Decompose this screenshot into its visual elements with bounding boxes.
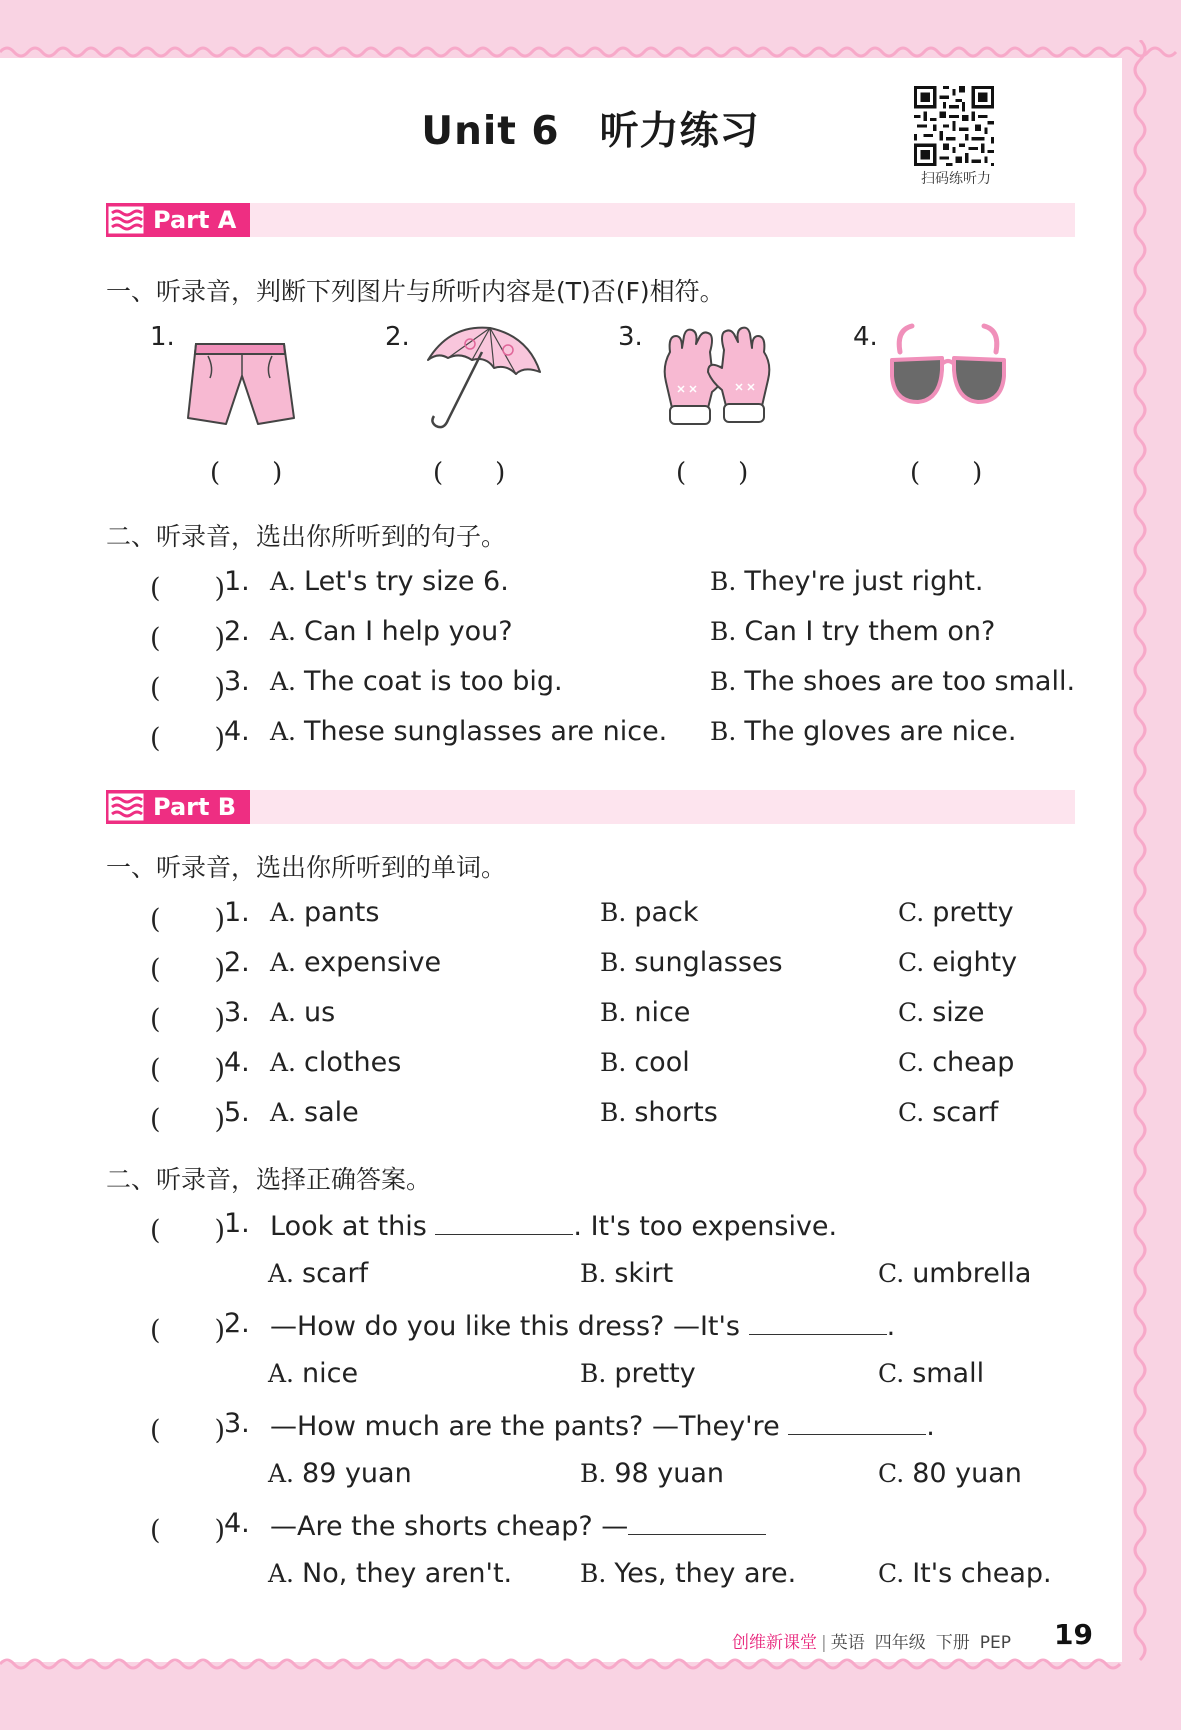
option-c[interactable]: C. umbrella bbox=[878, 1258, 1032, 1289]
word-question bbox=[150, 997, 1080, 1037]
part-b-section-1-heading: 一、听录音，选出你所听到的单词。 bbox=[106, 853, 507, 882]
bottom-wave-border bbox=[0, 1652, 1181, 1676]
answer-blank[interactable]: ( ) bbox=[150, 623, 226, 654]
option-b[interactable]: B. skirt bbox=[580, 1258, 674, 1289]
footer-separator: | bbox=[821, 1633, 827, 1653]
option-c[interactable]: C. eighty bbox=[898, 947, 1018, 978]
question-number: 1. bbox=[224, 897, 250, 928]
answer-blank[interactable]: ( ) bbox=[150, 1215, 226, 1246]
part-a-section-2-heading: 二、听录音，选出你所听到的句子。 bbox=[106, 522, 507, 551]
answer-blank[interactable]: ( ) bbox=[150, 573, 226, 604]
option-a[interactable]: A. expensive bbox=[270, 947, 442, 978]
picture-number: 2. bbox=[385, 322, 410, 352]
option-b[interactable]: B. Yes, they are. bbox=[580, 1558, 797, 1589]
question-number: 1. bbox=[224, 1208, 250, 1239]
option-b[interactable]: B. shorts bbox=[600, 1097, 718, 1128]
part-a-section-1-heading: 一、听录音，判断下列图片与所听内容是(T)否(F)相符。 bbox=[106, 277, 725, 306]
option-a[interactable]: A. No, they aren't. bbox=[268, 1558, 513, 1589]
question-text: Look at this . It's too expensive. bbox=[270, 1208, 837, 1242]
option-b[interactable]: B. pack bbox=[600, 897, 699, 928]
option-c[interactable]: C. size bbox=[898, 997, 985, 1028]
question-number: 4. bbox=[224, 1047, 250, 1078]
option-b[interactable]: B. nice bbox=[600, 997, 691, 1028]
option-b[interactable]: B. The gloves are nice. bbox=[710, 716, 1017, 747]
option-a[interactable]: A. nice bbox=[268, 1358, 359, 1389]
choice-options bbox=[150, 1258, 1080, 1298]
option-b[interactable]: B. cool bbox=[600, 1047, 690, 1078]
footer-edition: PEP bbox=[979, 1633, 1011, 1653]
unit-label: Unit 6 bbox=[421, 109, 560, 154]
right-wave-border bbox=[1120, 40, 1160, 1680]
option-b[interactable]: B. Can I try them on? bbox=[710, 616, 996, 647]
page-number: 19 bbox=[1054, 1618, 1093, 1651]
gloves-icon bbox=[652, 322, 782, 434]
question-text: —How much are the pants? —They're . bbox=[270, 1408, 935, 1442]
option-c[interactable]: C. cheap bbox=[898, 1047, 1015, 1078]
choice-question bbox=[150, 1308, 1080, 1348]
unit-name: 听力练习 bbox=[599, 109, 760, 154]
question-text: —Are the shorts cheap? — bbox=[270, 1508, 766, 1542]
answer-blank[interactable]: ( ) bbox=[150, 954, 226, 985]
part-b-header bbox=[106, 790, 1075, 824]
part-a-label: Part A bbox=[153, 206, 237, 234]
option-a[interactable]: A. clothes bbox=[270, 1047, 402, 1078]
choice-options bbox=[150, 1558, 1080, 1598]
picture-number: 3. bbox=[618, 322, 643, 352]
option-a[interactable]: A. The coat is too big. bbox=[270, 666, 563, 697]
option-a[interactable]: A. Let's try size 6. bbox=[270, 566, 509, 597]
answer-blank[interactable]: ( ) bbox=[150, 723, 226, 754]
option-a[interactable]: A. sale bbox=[270, 1097, 359, 1128]
qr-caption: 扫码练听力 bbox=[921, 171, 991, 187]
footer-brand: 创维新课堂 bbox=[732, 1633, 817, 1653]
sentence-question bbox=[150, 666, 1080, 706]
picture-answer-blank[interactable]: ( ) bbox=[210, 458, 283, 488]
question-number: 1. bbox=[224, 566, 250, 597]
option-b[interactable]: B. 98 yuan bbox=[580, 1458, 725, 1489]
waves-icon bbox=[108, 206, 144, 234]
word-question bbox=[150, 1097, 1080, 1137]
picture-number: 1. bbox=[150, 322, 175, 352]
option-a[interactable]: A. These sunglasses are nice. bbox=[270, 716, 668, 747]
picture-answer-blank[interactable]: ( ) bbox=[433, 458, 506, 488]
answer-blank[interactable]: ( ) bbox=[150, 1104, 226, 1135]
answer-blank[interactable]: ( ) bbox=[150, 1515, 226, 1546]
option-b[interactable]: B. pretty bbox=[580, 1358, 696, 1389]
question-number: 2. bbox=[224, 947, 250, 978]
sunglasses-icon bbox=[886, 322, 1010, 414]
fill-blank[interactable] bbox=[788, 1408, 926, 1435]
umbrella-icon bbox=[420, 322, 545, 434]
question-number: 2. bbox=[224, 616, 250, 647]
option-c[interactable]: C. It's cheap. bbox=[878, 1558, 1052, 1589]
picture-answer-blank[interactable]: ( ) bbox=[676, 458, 749, 488]
question-text: —How do you like this dress? —It's . bbox=[270, 1308, 895, 1342]
footer-subject: 英语 bbox=[830, 1633, 865, 1653]
question-number: 4. bbox=[224, 716, 250, 747]
option-c[interactable]: C. scarf bbox=[898, 1097, 999, 1128]
part-b-tag bbox=[106, 790, 250, 824]
option-c[interactable]: C. small bbox=[878, 1358, 985, 1389]
answer-blank[interactable]: ( ) bbox=[150, 673, 226, 704]
choice-question bbox=[150, 1508, 1080, 1548]
part-a-header bbox=[106, 203, 1075, 237]
choice-question bbox=[150, 1408, 1080, 1448]
qr-code-icon[interactable] bbox=[914, 86, 994, 166]
answer-blank[interactable]: ( ) bbox=[150, 1054, 226, 1085]
option-a[interactable]: A. scarf bbox=[268, 1258, 369, 1289]
part-b-label: Part B bbox=[153, 793, 237, 821]
fill-blank[interactable] bbox=[628, 1508, 766, 1535]
word-question bbox=[150, 1047, 1080, 1087]
option-b[interactable]: B. sunglasses bbox=[600, 947, 783, 978]
question-number: 4. bbox=[224, 1508, 250, 1539]
page-footer bbox=[732, 1628, 1021, 1653]
option-b[interactable]: B. The shoes are too small. bbox=[710, 666, 1076, 697]
option-a[interactable]: A. Can I help you? bbox=[270, 616, 513, 647]
waves-icon bbox=[108, 793, 144, 821]
picture-answer-blank[interactable]: ( ) bbox=[910, 458, 983, 488]
question-number: 3. bbox=[224, 997, 250, 1028]
sentence-question bbox=[150, 616, 1080, 656]
answer-blank[interactable]: ( ) bbox=[150, 1004, 226, 1035]
fill-blank[interactable] bbox=[749, 1308, 887, 1335]
answer-blank[interactable]: ( ) bbox=[150, 904, 226, 935]
sentence-question bbox=[150, 566, 1080, 606]
choice-options bbox=[150, 1358, 1080, 1398]
option-c[interactable]: C. 80 yuan bbox=[878, 1458, 1022, 1489]
sentence-question bbox=[150, 716, 1080, 756]
option-a[interactable]: A. pants bbox=[270, 897, 380, 928]
footer-grade: 四年级 bbox=[874, 1633, 926, 1653]
footer-volume: 下册 bbox=[935, 1633, 970, 1653]
part-b-section-2-heading: 二、听录音，选择正确答案。 bbox=[106, 1165, 432, 1194]
word-question bbox=[150, 947, 1080, 987]
part-a-tag bbox=[106, 203, 250, 237]
page-title bbox=[0, 100, 1181, 156]
question-number: 5. bbox=[224, 1097, 250, 1128]
word-question bbox=[150, 897, 1080, 937]
shorts-icon bbox=[180, 338, 302, 430]
fill-blank[interactable] bbox=[435, 1208, 573, 1235]
option-a[interactable]: A. us bbox=[270, 997, 336, 1028]
question-number: 2. bbox=[224, 1308, 250, 1339]
question-number: 3. bbox=[224, 666, 250, 697]
answer-blank[interactable]: ( ) bbox=[150, 1315, 226, 1346]
option-b[interactable]: B. They're just right. bbox=[710, 566, 984, 597]
choice-options bbox=[150, 1458, 1080, 1498]
picture-number: 4. bbox=[853, 322, 878, 352]
question-number: 3. bbox=[224, 1408, 250, 1439]
choice-question bbox=[150, 1208, 1080, 1248]
option-a[interactable]: A. 89 yuan bbox=[268, 1458, 412, 1489]
option-c[interactable]: C. pretty bbox=[898, 897, 1014, 928]
answer-blank[interactable]: ( ) bbox=[150, 1415, 226, 1446]
